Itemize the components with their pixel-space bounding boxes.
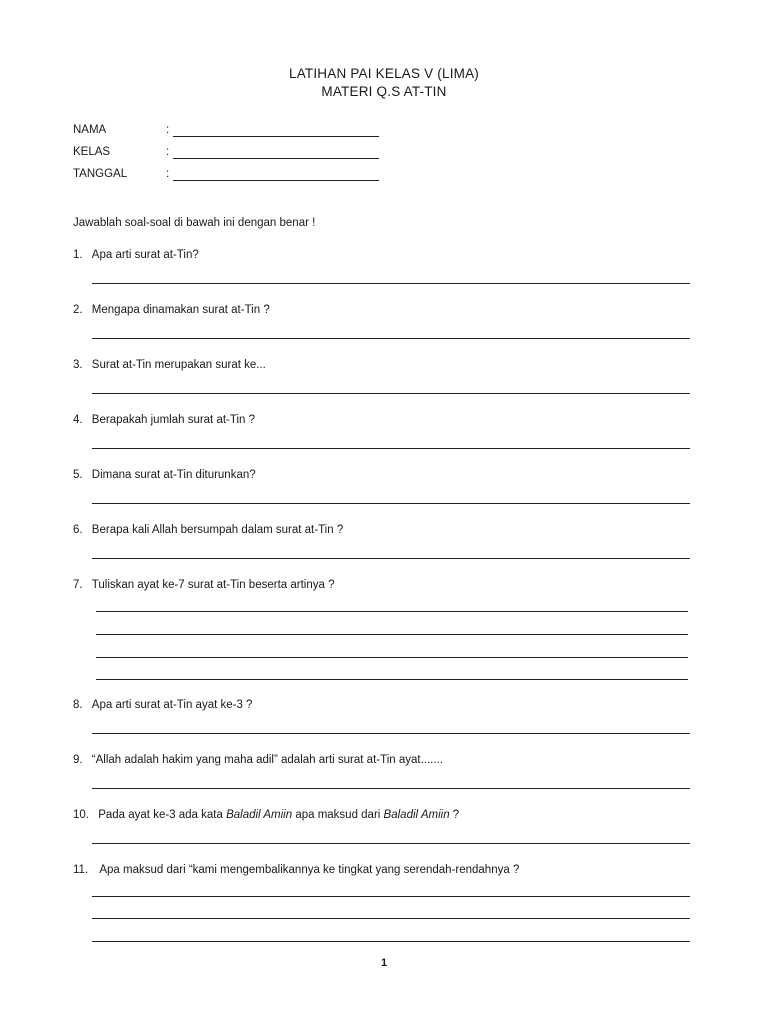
instruction-text: Jawablah soal-soal di bawah ini dengan benar ! [73, 217, 316, 229]
question-text: Tuliskan ayat ke-7 surat at-Tin beserta artinya ? [91, 579, 335, 591]
answer-line[interactable] [96, 679, 688, 680]
answer-line[interactable] [92, 448, 690, 449]
question-text: Apa arti surat at-Tin? [91, 249, 199, 261]
answer-line[interactable] [92, 283, 690, 284]
field-kelas-label: KELAS [73, 146, 111, 158]
field-nama-label: NAMA [73, 124, 107, 136]
question-text: Surat at-Tin merupakan surat ke... [91, 359, 266, 371]
question-text: Berapakah jumlah surat at-Tin ? [91, 414, 256, 426]
question-text-part: apa maksud dari [292, 809, 384, 821]
question-italic-term: Baladil Amiin [383, 809, 450, 821]
question-text-part: Pada ayat ke-3 ada kata [98, 809, 227, 821]
question-text: Berapa kali Allah bersumpah dalam surat at-Tin ? [91, 524, 344, 536]
question-number: 2. [73, 304, 83, 316]
field-tanggal-label: TANGGAL [73, 168, 128, 180]
question-text-part: ? [449, 809, 460, 821]
page-number: 1 [380, 957, 388, 969]
question-10 [73, 809, 459, 821]
question-4 [73, 414, 255, 426]
answer-line[interactable] [96, 657, 688, 658]
question-text: “Allah adalah hakim yang maha adil” adalah arti surat at-Tin ayat....... [91, 754, 443, 766]
question-text: Apa arti surat at-Tin ayat ke-3 ? [91, 699, 253, 711]
question-number: 8. [73, 699, 83, 711]
answer-line[interactable] [92, 788, 690, 789]
question-1 [73, 249, 199, 261]
field-kelas-line[interactable] [173, 158, 379, 159]
field-nama-colon: : [166, 124, 170, 136]
question-number: 3. [73, 359, 83, 371]
question-number: 6. [73, 524, 83, 536]
answer-line[interactable] [92, 558, 690, 559]
question-3 [73, 359, 266, 371]
answer-line[interactable] [92, 941, 690, 942]
question-2 [73, 304, 270, 316]
answer-line[interactable] [92, 918, 690, 919]
question-number: 5. [73, 469, 83, 481]
field-tanggal-line[interactable] [173, 180, 379, 181]
question-text: Mengapa dinamakan surat at-Tin ? [91, 304, 270, 316]
question-number: 9. [73, 754, 83, 766]
answer-line[interactable] [92, 503, 690, 504]
question-text [98, 809, 459, 821]
question-8 [73, 699, 252, 711]
question-9 [73, 754, 443, 766]
question-number: 7. [73, 579, 83, 591]
question-number: 1. [73, 249, 83, 261]
question-6 [73, 524, 343, 536]
question-number: 11. [73, 864, 89, 876]
answer-line[interactable] [92, 896, 690, 897]
answer-line[interactable] [92, 338, 690, 339]
answer-line[interactable] [92, 733, 690, 734]
answer-line[interactable] [96, 611, 688, 612]
question-11 [73, 864, 519, 876]
question-italic-term: Baladil Amiin [226, 809, 293, 821]
question-text: Apa maksud dari “kami mengembalikannya ke tingkat yang serendah-rendahnya ? [99, 864, 520, 876]
field-tanggal-colon: : [166, 168, 170, 180]
field-nama-line[interactable] [173, 136, 379, 137]
worksheet-subtitle: MATERI Q.S AT-TIN [321, 84, 447, 99]
question-number: 10. [73, 809, 89, 821]
answer-line[interactable] [92, 393, 690, 394]
answer-line[interactable] [96, 634, 688, 635]
question-text: Dimana surat at-Tin diturunkan? [91, 469, 256, 481]
question-7 [73, 579, 334, 591]
worksheet-title: LATIHAN PAI KELAS V (LIMA) [288, 66, 479, 81]
answer-line[interactable] [92, 843, 690, 844]
question-5 [73, 469, 256, 481]
field-kelas-colon: : [166, 146, 170, 158]
question-number: 4. [73, 414, 83, 426]
